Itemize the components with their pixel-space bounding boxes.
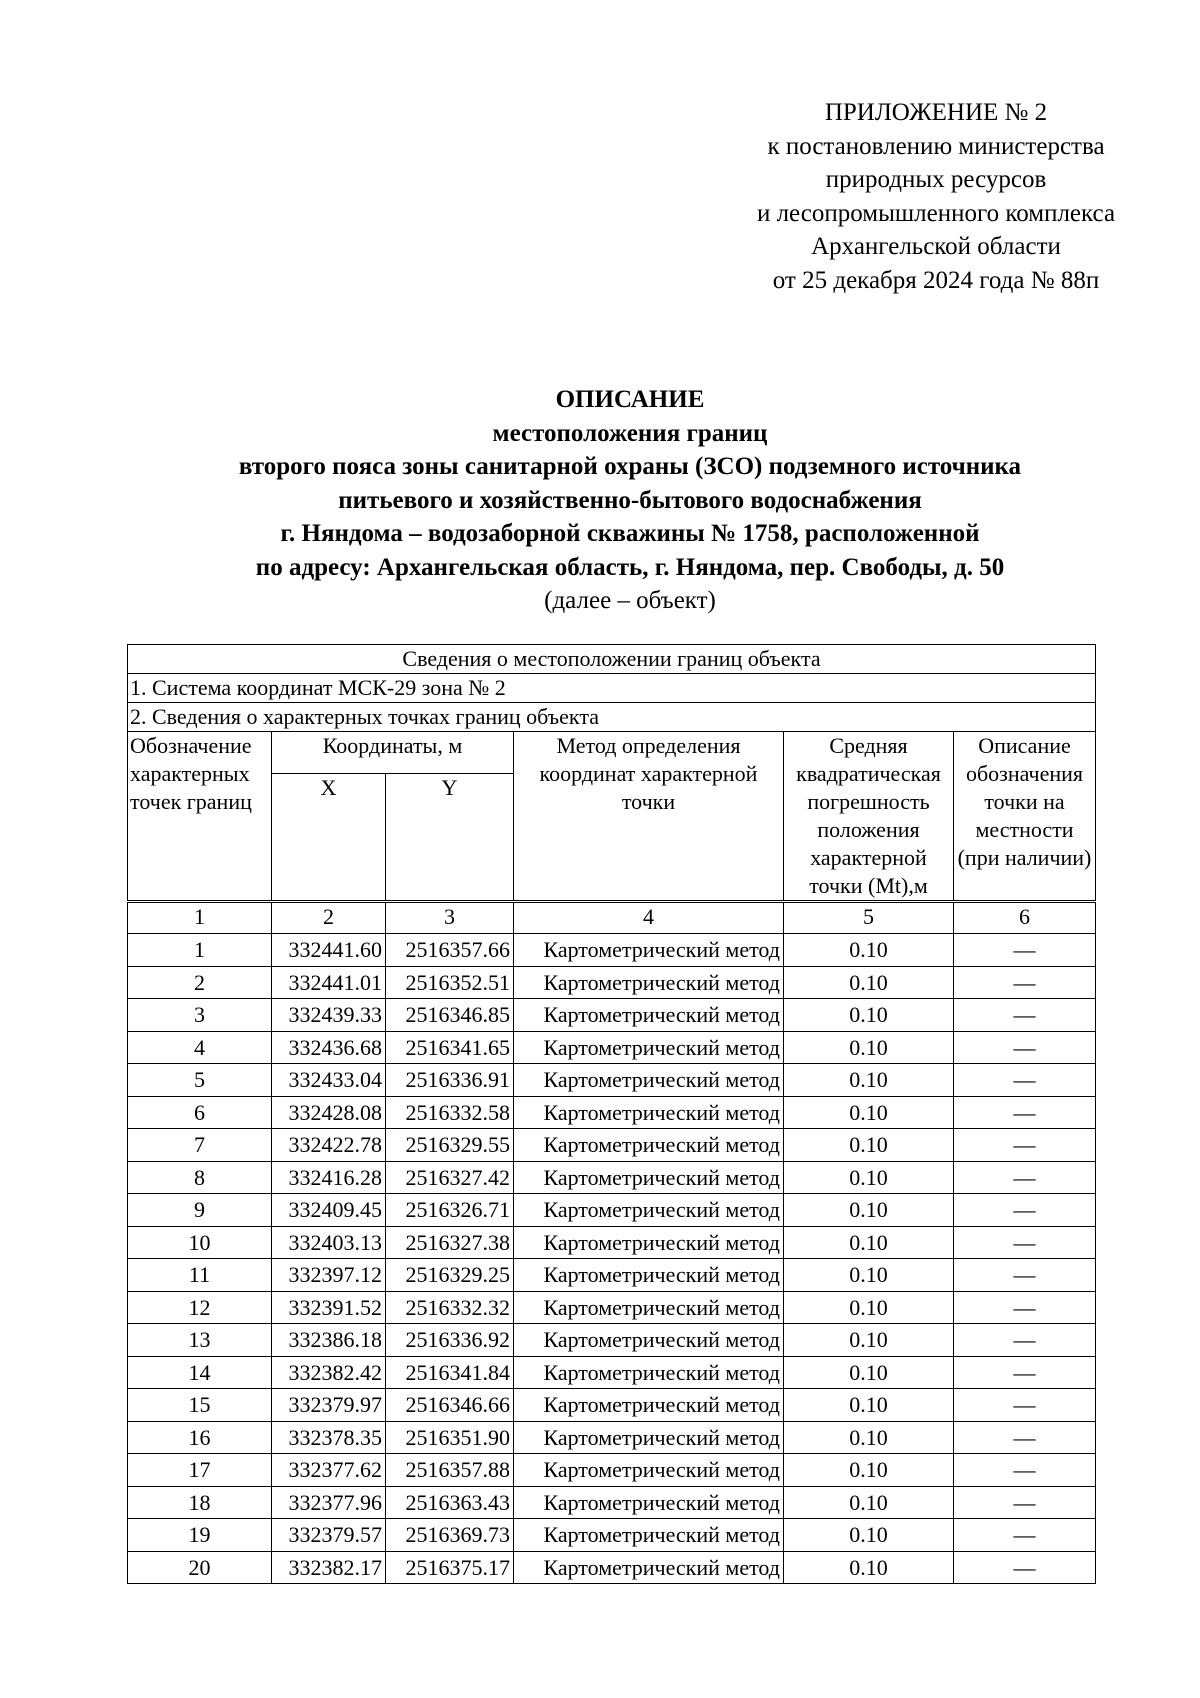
point-description: — bbox=[954, 1259, 1096, 1292]
mt-error: 0.10 bbox=[784, 1259, 954, 1292]
point-number: 11 bbox=[128, 1259, 272, 1292]
table-row bbox=[128, 1519, 1096, 1552]
appendix-line: от 25 декабря 2024 года № 88п bbox=[772, 266, 1100, 294]
coord-x: 332379.57 bbox=[272, 1519, 386, 1552]
method: Картометрический метод bbox=[514, 1356, 784, 1389]
coord-y: 2516351.90 bbox=[386, 1421, 514, 1454]
point-description: — bbox=[954, 1096, 1096, 1129]
point-number: 1 bbox=[128, 934, 272, 967]
method: Картометрический метод bbox=[514, 1421, 784, 1454]
coord-x: 332377.62 bbox=[272, 1454, 386, 1487]
point-number: 2 bbox=[128, 966, 272, 999]
mt-error: 0.10 bbox=[784, 1551, 954, 1584]
coord-x: 332436.68 bbox=[272, 1031, 386, 1064]
header-method: Метод определения координат характерной точки bbox=[514, 732, 784, 902]
coord-x: 332403.13 bbox=[272, 1226, 386, 1259]
column-number: 6 bbox=[954, 902, 1096, 934]
table-row bbox=[128, 1161, 1096, 1194]
point-description: — bbox=[954, 966, 1096, 999]
method: Картометрический метод bbox=[514, 1194, 784, 1227]
header-coords: Координаты, м bbox=[272, 732, 514, 774]
method: Картометрический метод bbox=[514, 1226, 784, 1259]
point-number: 12 bbox=[128, 1291, 272, 1324]
mt-error: 0.10 bbox=[784, 1226, 954, 1259]
coord-x: 332439.33 bbox=[272, 999, 386, 1032]
point-description: — bbox=[954, 1324, 1096, 1357]
coord-y: 2516357.66 bbox=[386, 934, 514, 967]
coord-y: 2516326.71 bbox=[386, 1194, 514, 1227]
coord-x: 332433.04 bbox=[272, 1064, 386, 1097]
method: Картометрический метод bbox=[514, 1324, 784, 1357]
mt-error: 0.10 bbox=[784, 966, 954, 999]
title-line: местоположения границ bbox=[492, 419, 768, 447]
point-description: — bbox=[954, 999, 1096, 1032]
mt-error: 0.10 bbox=[784, 1356, 954, 1389]
coord-y: 2516336.92 bbox=[386, 1324, 514, 1357]
point-number: 20 bbox=[128, 1551, 272, 1584]
appendix-line: ПРИЛОЖЕНИЕ № 2 bbox=[824, 99, 1048, 126]
point-number: 5 bbox=[128, 1064, 272, 1097]
table-row bbox=[128, 1421, 1096, 1454]
point-description: — bbox=[954, 1129, 1096, 1162]
point-description: — bbox=[954, 1064, 1096, 1097]
coord-y: 2516346.66 bbox=[386, 1389, 514, 1422]
point-description: — bbox=[954, 1486, 1096, 1519]
point-number: 17 bbox=[128, 1454, 272, 1487]
title-line: питьевого и хозяйственно-бытового водоснабжения bbox=[338, 486, 922, 514]
method: Картометрический метод bbox=[514, 1486, 784, 1519]
point-description: — bbox=[954, 1551, 1096, 1584]
point-number: 13 bbox=[128, 1324, 272, 1357]
method: Картометрический метод bbox=[514, 1161, 784, 1194]
coordinate-system: 1. Система координат МСК-29 зона № 2 bbox=[128, 674, 1096, 703]
mt-error: 0.10 bbox=[784, 1161, 954, 1194]
title-subtitle: (далее – объект) bbox=[544, 587, 716, 614]
point-number: 8 bbox=[128, 1161, 272, 1194]
mt-error: 0.10 bbox=[784, 1519, 954, 1552]
method: Картометрический метод bbox=[514, 1551, 784, 1584]
coord-x: 332416.28 bbox=[272, 1161, 386, 1194]
column-number: 1 bbox=[128, 902, 272, 934]
coord-x: 332377.96 bbox=[272, 1486, 386, 1519]
coord-y: 2516375.17 bbox=[386, 1551, 514, 1584]
table-row bbox=[128, 1031, 1096, 1064]
point-description: — bbox=[954, 1389, 1096, 1422]
coord-y: 2516369.73 bbox=[386, 1519, 514, 1552]
coord-x: 332409.45 bbox=[272, 1194, 386, 1227]
coord-y: 2516332.58 bbox=[386, 1096, 514, 1129]
point-description: — bbox=[954, 1161, 1096, 1194]
mt-error: 0.10 bbox=[784, 1421, 954, 1454]
point-number: 3 bbox=[128, 999, 272, 1032]
section-title: 2. Сведения о характерных точках границ объекта bbox=[128, 703, 1096, 732]
mt-error: 0.10 bbox=[784, 1486, 954, 1519]
title-line: ОПИСАНИЕ bbox=[555, 386, 705, 413]
column-number: 2 bbox=[272, 902, 386, 934]
point-description: — bbox=[954, 934, 1096, 967]
point-number: 16 bbox=[128, 1421, 272, 1454]
coord-x: 332378.35 bbox=[272, 1421, 386, 1454]
table-row bbox=[128, 999, 1096, 1032]
table-row bbox=[128, 1356, 1096, 1389]
mt-error: 0.10 bbox=[784, 999, 954, 1032]
mt-error: 0.10 bbox=[784, 1096, 954, 1129]
table-row bbox=[128, 934, 1096, 967]
method: Картометрический метод bbox=[514, 966, 784, 999]
table-row bbox=[128, 1064, 1096, 1097]
table-row bbox=[128, 1551, 1096, 1584]
point-number: 7 bbox=[128, 1129, 272, 1162]
appendix-line: и лесопромышленного комплекса bbox=[756, 199, 1116, 227]
mt-error: 0.10 bbox=[784, 1064, 954, 1097]
coord-y: 2516341.65 bbox=[386, 1031, 514, 1064]
column-number: 3 bbox=[386, 902, 514, 934]
method: Картометрический метод bbox=[514, 934, 784, 967]
appendix-header bbox=[720, 96, 1152, 297]
header-x: X bbox=[272, 774, 386, 902]
method: Картометрический метод bbox=[514, 1259, 784, 1292]
table-row bbox=[128, 1291, 1096, 1324]
point-description: — bbox=[954, 1454, 1096, 1487]
coord-x: 332391.52 bbox=[272, 1291, 386, 1324]
mt-error: 0.10 bbox=[784, 934, 954, 967]
mt-error: 0.10 bbox=[784, 1389, 954, 1422]
title-line: г. Няндома – водозаборной скважины № 1758, расположенной bbox=[280, 520, 980, 547]
method: Картометрический метод bbox=[514, 999, 784, 1032]
coord-y: 2516327.42 bbox=[386, 1161, 514, 1194]
method: Картометрический метод bbox=[514, 1291, 784, 1324]
point-description: — bbox=[954, 1194, 1096, 1227]
coord-y: 2516329.25 bbox=[386, 1259, 514, 1292]
coord-x: 332386.18 bbox=[272, 1324, 386, 1357]
table-row bbox=[128, 1259, 1096, 1292]
method: Картометрический метод bbox=[514, 1129, 784, 1162]
table-row bbox=[128, 1226, 1096, 1259]
coord-y: 2516363.43 bbox=[386, 1486, 514, 1519]
table-row bbox=[128, 1389, 1096, 1422]
table-row bbox=[128, 1454, 1096, 1487]
coord-x: 332382.42 bbox=[272, 1356, 386, 1389]
point-number: 18 bbox=[128, 1486, 272, 1519]
point-number: 9 bbox=[128, 1194, 272, 1227]
coord-x: 332397.12 bbox=[272, 1259, 386, 1292]
coord-y: 2516332.32 bbox=[386, 1291, 514, 1324]
point-description: — bbox=[954, 1421, 1096, 1454]
method: Картометрический метод bbox=[514, 1064, 784, 1097]
header-y: Y bbox=[386, 774, 514, 902]
coord-x: 332422.78 bbox=[272, 1129, 386, 1162]
point-number: 10 bbox=[128, 1226, 272, 1259]
appendix-line: Архангельской области bbox=[811, 233, 1061, 260]
header-error: Средняя квадратическая погрешность положения характерной точки (Mt),м bbox=[784, 732, 954, 902]
point-number: 6 bbox=[128, 1096, 272, 1129]
coord-y: 2516327.38 bbox=[386, 1226, 514, 1259]
method: Картометрический метод bbox=[514, 1454, 784, 1487]
point-description: — bbox=[954, 1291, 1096, 1324]
coord-y: 2516352.51 bbox=[386, 966, 514, 999]
appendix-line: к постановлению министерства bbox=[767, 132, 1105, 160]
mt-error: 0.10 bbox=[784, 1454, 954, 1487]
table-row bbox=[128, 1486, 1096, 1519]
table-caption: Сведения о местоположении границ объекта bbox=[128, 645, 1096, 674]
method: Картометрический метод bbox=[514, 1031, 784, 1064]
coord-y: 2516329.55 bbox=[386, 1129, 514, 1162]
point-number: 14 bbox=[128, 1356, 272, 1389]
table-row bbox=[128, 966, 1096, 999]
method: Картометрический метод bbox=[514, 1096, 784, 1129]
method: Картометрический метод bbox=[514, 1389, 784, 1422]
mt-error: 0.10 bbox=[784, 1291, 954, 1324]
point-description: — bbox=[954, 1031, 1096, 1064]
coord-x: 332379.97 bbox=[272, 1389, 386, 1422]
header-description: Описание обозначения точки на местности (при наличии) bbox=[954, 732, 1096, 902]
table-row bbox=[128, 1194, 1096, 1227]
mt-error: 0.10 bbox=[784, 1129, 954, 1162]
title-line: второго пояса зоны санитарной охраны (ЗСО) подземного источника bbox=[238, 453, 1022, 480]
method: Картометрический метод bbox=[514, 1519, 784, 1552]
header-point: Обозначение характерных точек границ bbox=[128, 732, 272, 902]
column-number: 4 bbox=[514, 902, 784, 934]
coord-x: 332428.08 bbox=[272, 1096, 386, 1129]
column-numbers-row bbox=[128, 902, 1096, 934]
document-title bbox=[100, 383, 1160, 618]
coord-x: 332441.60 bbox=[272, 934, 386, 967]
table-row bbox=[128, 1096, 1096, 1129]
mt-error: 0.10 bbox=[784, 1324, 954, 1357]
point-number: 4 bbox=[128, 1031, 272, 1064]
coord-x: 332441.01 bbox=[272, 966, 386, 999]
mt-error: 0.10 bbox=[784, 1194, 954, 1227]
coordinates-table bbox=[127, 644, 1096, 1584]
coord-x: 332382.17 bbox=[272, 1551, 386, 1584]
point-number: 15 bbox=[128, 1389, 272, 1422]
column-number: 5 bbox=[784, 902, 954, 934]
table-row bbox=[128, 1324, 1096, 1357]
coord-y: 2516357.88 bbox=[386, 1454, 514, 1487]
appendix-line: природных ресурсов bbox=[825, 166, 1047, 193]
title-line: по адресу: Архангельская область, г. Няндома, пер. Свободы, д. 50 bbox=[255, 553, 1005, 581]
point-description: — bbox=[954, 1519, 1096, 1552]
point-description: — bbox=[954, 1226, 1096, 1259]
coord-y: 2516336.91 bbox=[386, 1064, 514, 1097]
point-number: 19 bbox=[128, 1519, 272, 1552]
mt-error: 0.10 bbox=[784, 1031, 954, 1064]
table-row bbox=[128, 1129, 1096, 1162]
coord-y: 2516346.85 bbox=[386, 999, 514, 1032]
point-description: — bbox=[954, 1356, 1096, 1389]
coord-y: 2516341.84 bbox=[386, 1356, 514, 1389]
